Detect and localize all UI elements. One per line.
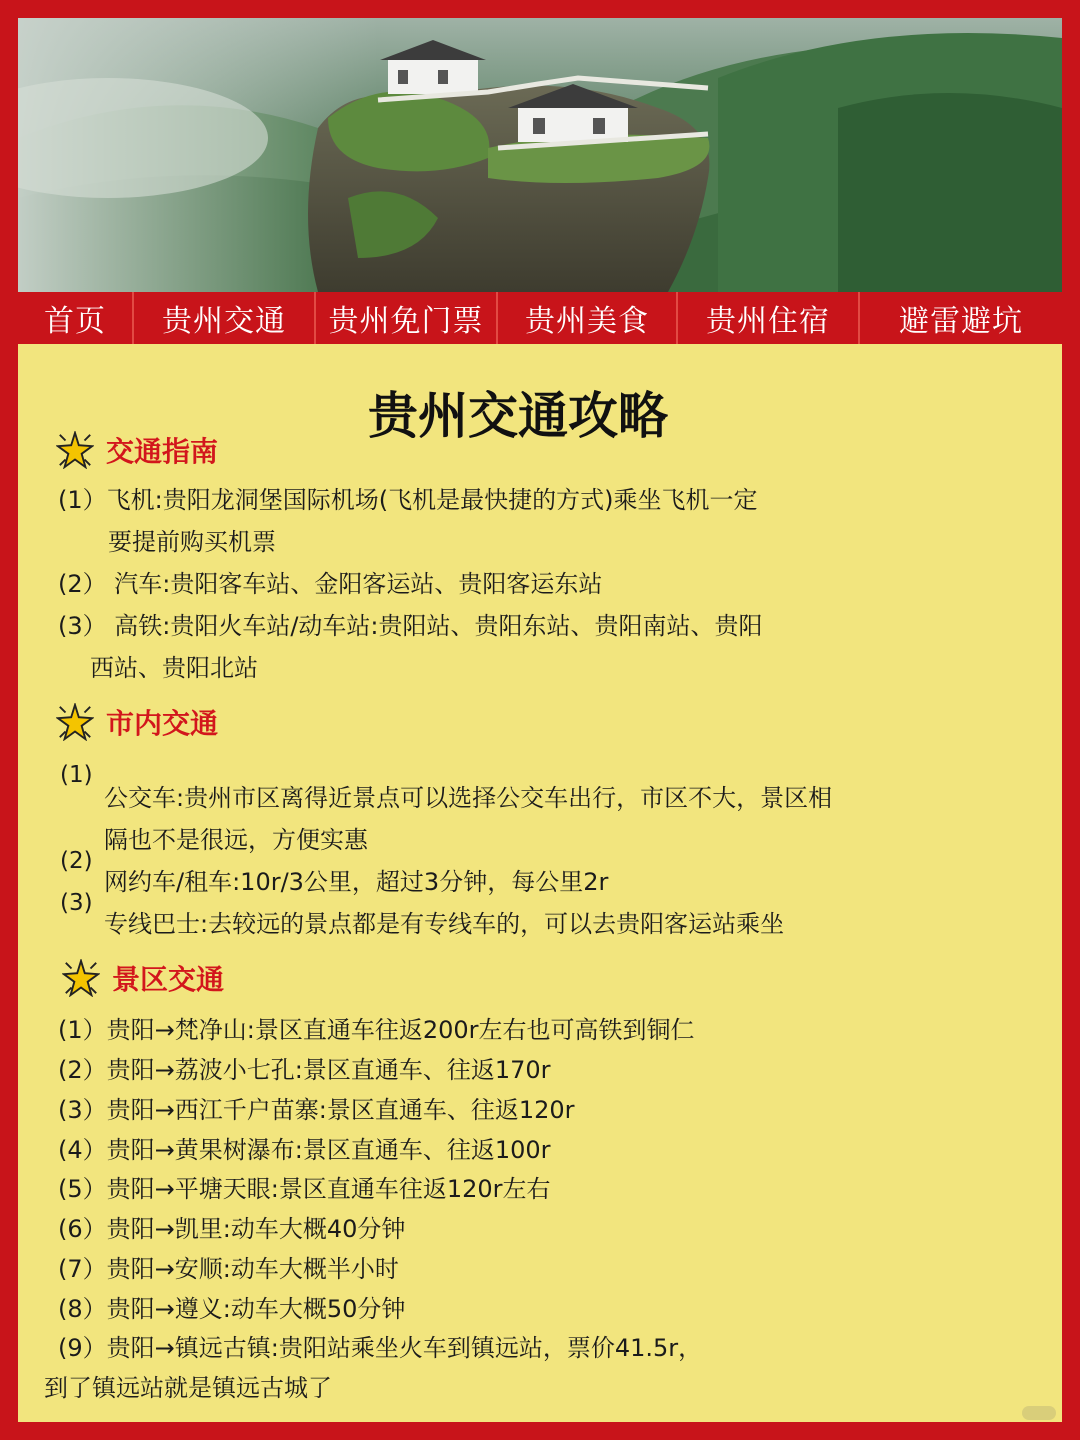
city-num-2: (2) [60, 848, 93, 874]
nav-item-free-tickets[interactable]: 贵州免门票 [316, 292, 498, 344]
sparkle-star-icon [56, 703, 94, 741]
top-nav [18, 292, 1062, 344]
nav-item-home[interactable]: 首页 [18, 292, 134, 344]
nav-item-transport[interactable]: 贵州交通 [134, 292, 316, 344]
section-heading-city [56, 702, 218, 742]
scenic-line-2: (2）贵阳→荔波小七孔:景区直通车、往返170r [58, 1056, 551, 1084]
scenic-line-4: (4）贵阳→黄果树瀑布:景区直通车、往返100r [58, 1136, 551, 1164]
guide-line-1: (1）飞机:贵阳龙洞堡国际机场(飞机是最快捷的方式)乘坐飞机一定 [58, 486, 758, 514]
city-line-4: 专线巴士:去较远的景点都是有专线车的，可以去贵阳客运站乘坐 [104, 910, 785, 938]
scenic-line-10: 到了镇远站就是镇远古城了 [44, 1374, 332, 1402]
scenic-line-6: (6）贵阳→凯里:动车大概40分钟 [58, 1215, 406, 1243]
scenic-line-8: (8）贵阳→遵义:动车大概50分钟 [58, 1295, 406, 1323]
city-num-3: (3) [60, 890, 93, 916]
city-num-1: (1) [60, 762, 93, 788]
page-title: 贵州交通攻略 [368, 387, 668, 445]
guide-line-2: 要提前购买机票 [108, 528, 276, 556]
scenic-line-9: (9）贵阳→镇远古镇:贵阳站乘坐火车到镇远站，票价41.5r， [58, 1334, 703, 1362]
section-heading-text: 市内交通 [106, 707, 219, 740]
hero-image [18, 18, 1062, 292]
city-line-3: 网约车/租车:10r/3公里，超过3分钟，每公里2r [104, 868, 609, 896]
scenic-line-7: (7）贵阳→安顺:动车大概半小时 [58, 1255, 399, 1283]
poster-frame [18, 18, 1062, 1422]
watermark [1022, 1406, 1056, 1420]
nav-item-pitfalls[interactable]: 避雷避坑 [899, 304, 1023, 339]
section-heading-guide [56, 430, 218, 470]
guide-line-3: (2） 汽车:贵阳客车站、金阳客运站、贵阳客运东站 [58, 570, 603, 598]
section-heading-text: 景区交通 [112, 963, 225, 996]
city-line-2: 隔也不是很远，方便实惠 [104, 826, 368, 854]
nav-item-food[interactable]: 贵州美食 [498, 292, 678, 344]
section-heading-text: 交通指南 [106, 435, 219, 468]
section-heading-scenic [62, 958, 224, 998]
mountain-temple-illustration [18, 18, 1062, 292]
scenic-line-1: (1）贵阳→梵净山:景区直通车往返200r左右也可高铁到铜仁 [58, 1016, 695, 1044]
sparkle-star-icon [56, 431, 94, 469]
city-line-1: 公交车:贵州市区离得近景点可以选择公交车出行，市区不大，景区相 [104, 784, 833, 812]
scenic-line-5: (5）贵阳→平塘天眼:景区直通车往返120r左右 [58, 1175, 551, 1203]
guide-line-4: (3） 高铁:贵阳火车站/动车站:贵阳站、贵阳东站、贵阳南站、贵阳 [58, 612, 763, 640]
scenic-line-3: (3）贵阳→西江千户苗寨:景区直通车、往返120r [58, 1096, 575, 1124]
nav-item-lodging[interactable]: 贵州住宿 [678, 292, 860, 344]
sparkle-star-icon [62, 959, 100, 997]
guide-line-5: 西站、贵阳北站 [90, 654, 258, 682]
